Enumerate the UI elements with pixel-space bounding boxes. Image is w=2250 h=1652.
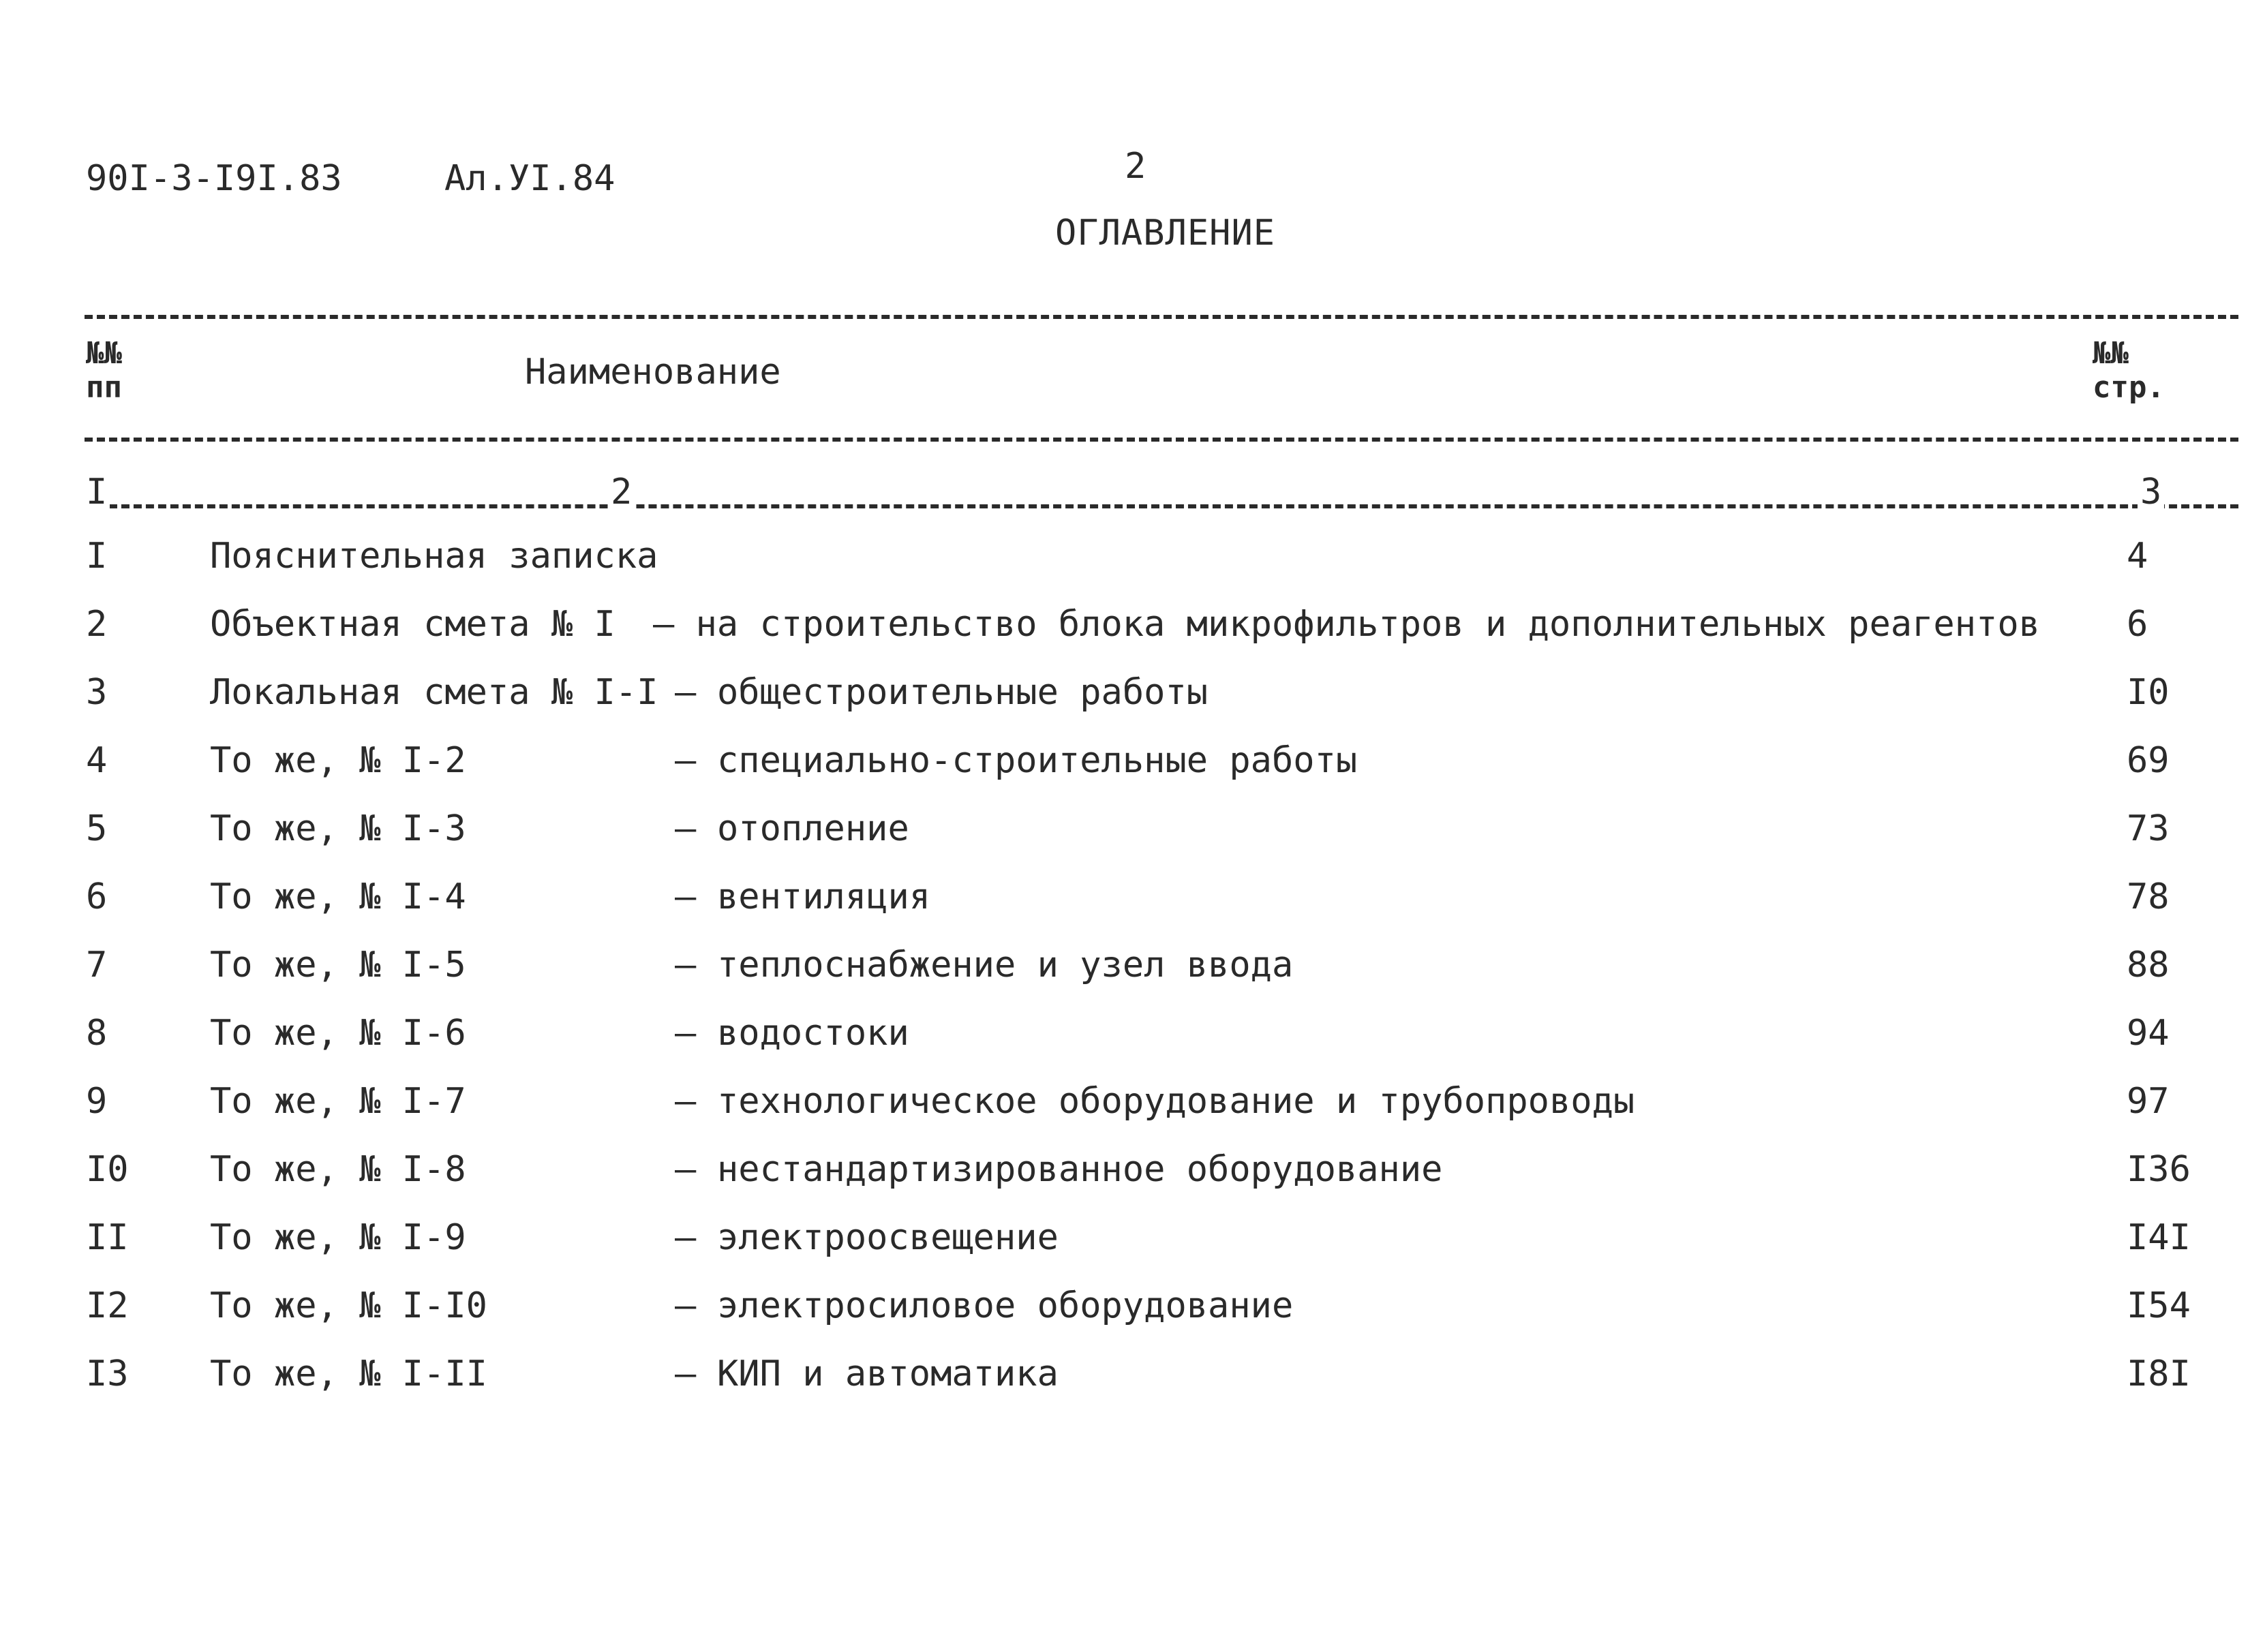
row-dash: – (675, 1081, 697, 1122)
page-title: ОГЛАВЛЕНИЕ (1055, 213, 1276, 254)
row-description: электроосвещение (717, 1217, 1059, 1258)
row-page: I4I (2127, 1217, 2191, 1258)
column-number-2: 2 (608, 472, 635, 513)
row-description: КИП и автоматика (717, 1353, 1059, 1394)
table-row (0, 1285, 2250, 1340)
table-header-rule (85, 438, 2238, 442)
row-number: I0 (86, 1149, 129, 1190)
row-page: I36 (2127, 1149, 2191, 1190)
table-row (0, 536, 2250, 590)
row-dash: – (675, 1013, 697, 1054)
row-name: То же, № I-3 (210, 808, 466, 849)
row-name: То же, № I-4 (210, 876, 466, 917)
row-description: водостоки (717, 1013, 909, 1054)
row-page: 88 (2127, 945, 2170, 985)
table-row (0, 1149, 2250, 1204)
row-description: электросиловое оборудование (717, 1285, 1294, 1326)
row-page: I54 (2127, 1285, 2191, 1326)
table-row (0, 1081, 2250, 1135)
row-name: То же, № I-I0 (210, 1285, 487, 1326)
row-number: 7 (86, 945, 108, 985)
column-number-3: 3 (2138, 472, 2164, 513)
row-number: 3 (86, 672, 108, 713)
row-name: То же, № I-6 (210, 1013, 466, 1054)
row-description: общестроительные работы (717, 672, 1208, 713)
row-number: I (86, 536, 108, 577)
row-description: специально-строительные работы (717, 740, 1358, 781)
row-name: То же, № I-II (210, 1353, 487, 1394)
row-name: То же, № I-9 (210, 1217, 466, 1258)
row-dash: – (675, 1285, 697, 1326)
page-number: 2 (1125, 146, 1146, 187)
document-code: 90I-3-I9I.83 (86, 158, 342, 199)
row-name: Объектная смета № I (210, 604, 615, 645)
row-name: То же, № I-2 (210, 740, 466, 781)
column-header-page: №№ стр. (2093, 336, 2165, 405)
row-page: 6 (2127, 604, 2148, 645)
row-page: I0 (2127, 672, 2170, 713)
table-row (0, 808, 2250, 863)
row-number: I2 (86, 1285, 129, 1326)
row-page: I8I (2127, 1353, 2191, 1394)
row-description: нестандартизированное оборудование (717, 1149, 1443, 1190)
table-row (0, 1217, 2250, 1272)
column-number-1: I (83, 472, 110, 513)
row-number: II (86, 1217, 129, 1258)
table-row (0, 740, 2250, 795)
row-description: теплоснабжение и узел ввода (717, 945, 1294, 985)
row-dash: – (675, 1217, 697, 1258)
row-number: 4 (86, 740, 108, 781)
row-number: 9 (86, 1081, 108, 1122)
table-row (0, 604, 2250, 658)
row-dash: – (675, 876, 697, 917)
row-page: 4 (2127, 536, 2148, 577)
row-description: вентиляция (717, 876, 931, 917)
row-number: 8 (86, 1013, 108, 1054)
table-row (0, 945, 2250, 999)
row-name: То же, № I-8 (210, 1149, 466, 1190)
row-description: отопление (717, 808, 909, 849)
row-name: Локальная смета № I-I (210, 672, 658, 713)
row-page: 94 (2127, 1013, 2170, 1054)
row-dash: – (675, 1353, 697, 1394)
row-number: I3 (86, 1353, 129, 1394)
row-dash: – (675, 1149, 697, 1190)
row-description: технологическое оборудование и трубопроводы (717, 1081, 1635, 1122)
table-row (0, 672, 2250, 726)
table-row (0, 1013, 2250, 1067)
row-name: То же, № I-7 (210, 1081, 466, 1122)
column-number-rule (85, 504, 2238, 508)
row-number: 6 (86, 876, 108, 917)
table-row (0, 1353, 2250, 1408)
column-header-number: №№ пп (86, 336, 122, 405)
album-number: Ал.УI.84 (444, 158, 615, 199)
row-dash: – (675, 740, 697, 781)
row-dash: – (675, 672, 697, 713)
row-name: То же, № I-5 (210, 945, 466, 985)
table-top-rule (85, 315, 2238, 319)
row-name: Пояснительная записка (210, 536, 658, 577)
table-row (0, 876, 2250, 931)
row-page: 69 (2127, 740, 2170, 781)
row-page: 73 (2127, 808, 2170, 849)
column-header-name: Наименование (525, 352, 781, 393)
row-number: 5 (86, 808, 108, 849)
row-dash: – (675, 808, 697, 849)
row-page: 97 (2127, 1081, 2170, 1122)
row-page: 78 (2127, 876, 2170, 917)
row-dash: – (675, 945, 697, 985)
row-number: 2 (86, 604, 108, 645)
row-description: – на строительство блока микрофильтров и дополнительных реагентов (653, 604, 2040, 645)
